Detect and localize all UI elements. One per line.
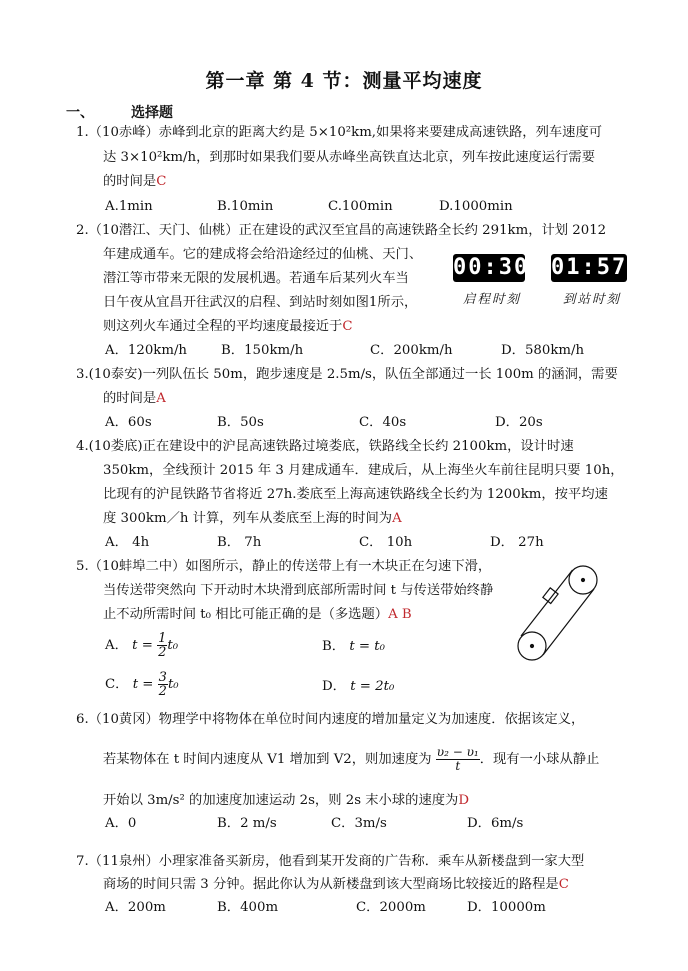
q3-option-a: A．60s [105,415,152,430]
q1-answer: C [156,174,167,189]
q1-stem-end: 的时间是 [103,174,157,189]
q7-option-b: B．400m [217,900,279,915]
q5-option-c [105,669,179,701]
q4-answer: A [392,511,402,526]
q2-line-5 [103,318,353,335]
q1-option-a: A.1min [105,199,153,214]
q1-line-2: 达 3×10²km/h，到那时如果我们要从赤峰坐高铁直达北京，列车按此速度运行需要 [103,150,595,165]
q6-line-3 [103,792,469,809]
q4-line-2: 350km，全线预计 2015 年 3 月建成通车．建成后，从上海坐火车前往昆明只要 10h， [103,463,624,478]
q5-line-1: 5.（10蚌埠二中）如图所示，静止的传送带上有一木块正在匀速下滑， [76,559,492,574]
q2-option-b: B．150km/h [221,343,304,358]
q6-option-d: D．6m/s [467,816,524,831]
wooden-block [543,588,558,604]
q1-option-b: B.10min [217,199,274,214]
arrival-label: 到站时刻 [563,291,622,306]
conveyor-belt-figure [508,562,608,662]
q6-option-a: A．0 [105,816,137,831]
q2-answer: C [342,319,353,334]
q3-option-c: C．40s [359,415,407,430]
q1-option-d: D.1000min [439,199,513,214]
q6-line-2-before: 若某物体在 t 时间内速度从 V1 增加到 V2，则加速度为 [103,752,432,767]
q6-line-2-after: ．现有一小球从静止 [479,752,600,767]
q2-line-2: 年建成通车。它的建成将会给沿途经过的仙桃、天门、 [103,247,423,262]
q6-option-b: B．2 m/s [217,816,277,831]
arrival-clock-display: 01:57 [551,255,628,280]
q5-option-d-expr: t = 2t₀ [350,679,395,694]
q4-option-d: D． 27h [490,535,544,550]
q4-stem-end: 度 300km／h 计算，列车从娄底至上海的时间为 [103,511,393,526]
q5-option-d-letter: D． [322,679,346,694]
q5-option-c-numerator: 3 [158,670,167,685]
q6-fraction-numerator: υ₂ − υ₁ [436,745,479,759]
q6-stem-end: 开始以 3m/s² 的加速度加速运动 2s，则 2s 末小球的速度为 [103,793,459,808]
q5-option-c-letter: C． [105,677,129,692]
q2-option-c: C．200km/h [370,343,453,358]
q2-line-4: 日午夜从宜昌开往武汉的启程、到站时刻如图1所示， [103,295,418,310]
q3-line-2 [103,390,166,407]
q5-option-a-letter: A． [105,638,128,653]
q1-option-c: C.100min [328,199,393,214]
q7-stem-end: 商场的时间只需 3 分钟。据此你认为从新楼盘到该大型商场比较接近的路程是 [103,877,559,892]
departure-label: 启程时刻 [463,291,522,306]
q5-option-d [322,678,394,695]
q1-line-1: 1.（10赤峰）赤峰到北京的距离大约是 5×10²km,如果将来要建成高速铁路，列车速度可 [76,125,603,140]
q5-option-b [322,638,385,655]
q5-option-a [105,630,178,662]
q6-fraction-denominator: t [455,759,461,773]
q5-option-a-lhs: t = [132,638,153,653]
departure-clock-display: 00:30 [453,255,530,280]
q5-line-3 [103,606,412,623]
q3-option-d: D．20s [495,415,543,430]
q5-option-b-expr: t = t₀ [349,639,385,654]
q3-stem-end: 的时间是 [103,391,157,406]
q5-option-c-denominator: 2 [158,684,167,699]
q4-option-a: A． 4h [105,535,150,550]
q4-line-4 [103,510,402,527]
q2-line-3: 潜江等市带来无限的发展机遇。若通车后某列火车当 [103,271,409,286]
q3-answer: A [156,391,166,406]
q7-line-2 [103,876,569,893]
section-number: 一、 [66,105,94,121]
q5-stem-end: 止不动所需时间 t₀ 相比可能正确的是（多选题） [103,607,389,622]
q5-option-a-numerator: 1 [158,631,167,646]
q6-line-2 [103,742,599,778]
q2-line-1: 2.（10潜江、天门、仙桃）正在建设的武汉至宜昌的高速铁路全长约 291km，计划 2012 [76,223,607,238]
section-label: 选择题 [131,105,173,121]
q2-stem-end: 则这列火车通过全程的平均速度最接近于 [103,319,343,334]
q5-answer: A B [388,607,412,622]
q5-option-a-var: t₀ [167,638,179,653]
q6-option-c: C．3m/s [331,816,387,831]
q6-line-1: 6.（10黄冈）物理学中将物体在单位时间内速度的增加量定义为加速度．依据该定义， [76,712,585,727]
q5-option-c-var: t₀ [167,677,179,692]
q4-line-3: 比现有的沪昆铁路节省将近 27h.娄底至上海高速铁路线全长约为 1200km，按平均速 [103,487,608,502]
q7-option-a: A．200m [105,900,166,915]
q7-answer: C [558,877,569,892]
q5-option-c-lhs: t = [132,677,154,692]
q4-option-b: B． 7h [217,535,262,550]
q2-option-a: A．120km/h [105,343,187,358]
q5-line-2: 当传送带突然向 下开动时木块滑到底部所需时间 t 与传送带始终静 [103,583,494,598]
q4-option-c: C． 10h [359,535,413,550]
q3-line-1: 3.(10泰安)一列队伍长 50m，跑步速度是 2.5m/s，队伍全部通过一长 100m 的涵洞，需要 [76,367,618,382]
q7-option-d: D．10000m [467,900,546,915]
page-title: 第一章 第 4 节：测量平均速度 [205,70,483,92]
q2-option-d: D．580km/h [501,343,585,358]
q5-option-a-denominator: 2 [158,645,167,660]
q5-option-b-letter: B． [322,639,346,654]
q7-option-c: C．2000m [356,900,426,915]
q7-line-1: 7.（11泉州）小理家准备买新房，他看到某开发商的广告称．乘车从新楼盘到一家大型 [76,854,585,869]
q1-line-3 [103,173,166,190]
q3-option-b: B．50s [217,415,264,430]
q4-line-1: 4.(10娄底)正在建设中的沪昆高速铁路过境娄底，铁路线全长约 2100km，设计时速 [76,439,574,454]
q6-answer: D [458,793,470,808]
